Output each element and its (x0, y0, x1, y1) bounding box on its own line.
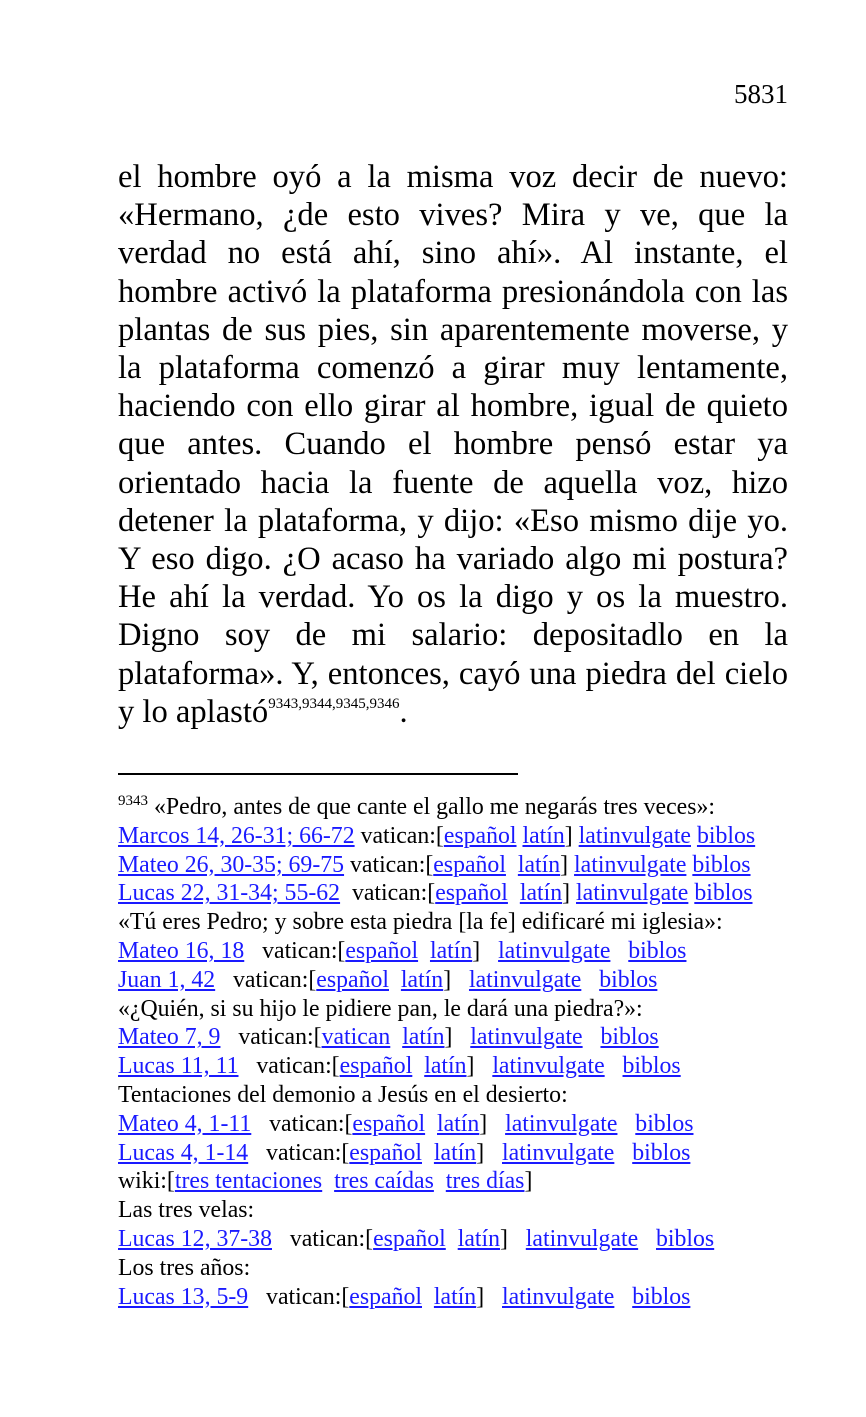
latinvulgate-link[interactable]: latinvulgate (525, 1225, 639, 1252)
vatican-prefix: vatican:[ (289, 1225, 374, 1252)
latin-link[interactable]: latín (424, 1053, 467, 1080)
reference-row: Mateo 7, 9 vatican:[vatican latín] latinvulgate biblos (118, 1024, 659, 1051)
wiki-row: wiki:[tres tentaciones tres caídas tres días] (118, 1168, 533, 1195)
vatican-prefix: vatican:[ (266, 1139, 350, 1166)
reference-row: Lucas 12, 37-38 vatican:[español latín] latinvulgate biblos (118, 1225, 715, 1252)
reference-row: Lucas 22, 31-34; 55-62 vatican:[español latín] latinvulgate biblos (118, 880, 753, 907)
latin-link[interactable]: latín (433, 1283, 477, 1310)
wiki-link-tres-dias[interactable]: tres días (445, 1168, 525, 1195)
spanish-link[interactable]: español (352, 1110, 426, 1137)
latinvulgate-link[interactable]: latinvulgate (470, 1024, 583, 1051)
biblos-link[interactable]: biblos (692, 851, 751, 878)
latinvulgate-link[interactable]: latinvulgate (502, 1283, 615, 1310)
bible-ref-link[interactable]: Juan 1, 42 (118, 966, 216, 993)
vatican-prefix: vatican:[ (262, 937, 346, 964)
spanish-link[interactable]: español (316, 966, 389, 993)
latin-link[interactable]: latín (517, 851, 561, 878)
body-paragraph (118, 158, 788, 731)
latin-link[interactable]: latín (457, 1225, 500, 1252)
reference-row: Mateo 16, 18 vatican:[español latín] latinvulgate biblos (118, 937, 687, 964)
reference-row: Lucas 13, 5-9 vatican:[español latín] latinvulgate biblos (118, 1283, 691, 1310)
footnote-heading: «¿Quién, si su hijo le pidiere pan, le dará una piedra?»: (118, 995, 643, 1022)
latin-link[interactable]: latín (400, 966, 444, 993)
bible-ref-link[interactable]: Lucas 12, 37-38 (118, 1225, 272, 1252)
vatican-prefix: vatican:[ (350, 851, 434, 878)
footnote-marker: 9343 (118, 793, 148, 809)
bible-ref-link[interactable]: Marcos 14, 26-31; 66-72 (118, 822, 355, 849)
body-end: . (399, 693, 408, 730)
vatican-prefix: vatican:[ (266, 1283, 350, 1310)
latinvulgate-link[interactable]: latinvulgate (576, 880, 689, 907)
spanish-link[interactable]: español (373, 1225, 446, 1252)
vatican-prefix: vatican:[ (269, 1110, 353, 1137)
latin-link[interactable]: latín (433, 1139, 477, 1166)
bible-ref-link[interactable]: Lucas 22, 31-34; 55-62 (118, 880, 341, 907)
vatican-prefix: vatican:[ (238, 1024, 322, 1051)
bible-ref-link[interactable]: Mateo 26, 30-35; 69-75 (118, 851, 345, 878)
spanish-link[interactable]: español (435, 880, 508, 907)
biblos-link[interactable]: biblos (656, 1225, 715, 1252)
latinvulgate-link[interactable]: latinvulgate (468, 966, 582, 993)
footnote-separator (118, 773, 518, 775)
spanish-link[interactable]: español (349, 1283, 422, 1310)
footnote-block (118, 793, 808, 1311)
reference-row: Mateo 4, 1-11 vatican:[español latín] latinvulgate biblos (118, 1110, 694, 1137)
biblos-link[interactable]: biblos (599, 966, 658, 993)
footnote-heading: $^{9343}$ «Pedro, antes de que cante el gallo me negarás tres veces»: (118, 793, 715, 820)
latinvulgate-link[interactable]: latinvulgate (578, 822, 691, 849)
reference-row: Juan 1, 42 vatican:[español latín] latinvulgate biblos (118, 966, 658, 993)
vatican-link[interactable]: vatican (321, 1024, 391, 1051)
reference-row: Lucas 4, 1-14 vatican:[español latín] latinvulgate biblos (118, 1139, 691, 1166)
bible-ref-link[interactable]: Mateo 7, 9 (118, 1024, 221, 1051)
wiki-link-tres-caidas[interactable]: tres caídas (334, 1168, 434, 1195)
latin-link[interactable]: latín (429, 937, 473, 964)
spanish-link[interactable]: español (339, 1053, 413, 1080)
reference-row: Mateo 26, 30-35; 69-75 vatican:[español latín] latinvulgate biblos (118, 851, 751, 878)
footnote-heading: Las tres velas: (118, 1197, 255, 1224)
biblos-link[interactable]: biblos (622, 1053, 681, 1080)
vatican-prefix: vatican:[ (256, 1053, 340, 1080)
biblos-link[interactable]: biblos (628, 937, 687, 964)
bible-ref-link[interactable]: Lucas 4, 1-14 (118, 1139, 249, 1166)
latin-link[interactable]: latín (522, 822, 565, 849)
latinvulgate-link[interactable]: latinvulgate (574, 851, 687, 878)
bible-ref-link[interactable]: Lucas 11, 11 (118, 1053, 239, 1080)
latinvulgate-link[interactable]: latinvulgate (498, 937, 611, 964)
wiki-link-tres-tentaciones[interactable]: tres tentaciones (174, 1168, 323, 1195)
footnote-heading: «Tú eres Pedro; y sobre esta piedra [la fe] edificaré mi iglesia»: (118, 909, 723, 936)
footnote-heading: Los tres años: (118, 1254, 251, 1281)
latinvulgate-link[interactable]: latinvulgate (502, 1139, 615, 1166)
footnote-reference[interactable]: 9343,9344,9345,9346 (268, 695, 400, 712)
footnote-heading: Tentaciones del demonio a Jesús en el desierto: (118, 1081, 568, 1108)
body-text: el hombre oyó a la misma voz decir de nuevo: «Hermano, ¿de esto vives? Mira y ve, que la verdad no está ahí, sino ahí». Al instante, el hombre activó la plataforma presionándola con las plantas de sus pies, sin aparentemente moverse, y la plataforma comenzó a girar muy lentamente, haciendo con ello girar al hombre, igual de quieto que antes. Cuando el hombre pensó estar ya orientado hacia la fuente de aquella voz, hizo detener la plataforma, y dijo: «Eso mismo dije yo. Y eso digo. ¿O acaso ha variado algo mi postura? He ahí la verdad. Yo os la digo y os la muestro. Digno soy de mi salario: depositadlo en la plataforma». Y, entonces, cayó una piedra del cielo y lo aplastó (118, 159, 788, 730)
biblos-link[interactable]: biblos (632, 1283, 691, 1310)
spanish-link[interactable]: español (433, 851, 506, 878)
bible-ref-link[interactable]: Mateo 16, 18 (118, 937, 245, 964)
vatican-prefix: vatican:[ (360, 822, 444, 849)
bible-ref-link[interactable]: Lucas 13, 5-9 (118, 1283, 249, 1310)
biblos-link[interactable]: biblos (696, 822, 756, 849)
biblos-link[interactable]: biblos (632, 1139, 691, 1166)
page-number: 5831 (734, 79, 788, 109)
biblos-link[interactable]: biblos (635, 1110, 694, 1137)
reference-row: Marcos 14, 26-31; 66-72 vatican:[español latín] latinvulgate biblos (118, 822, 756, 849)
vatican-prefix: vatican:[ (233, 966, 317, 993)
spanish-link[interactable]: español (349, 1139, 422, 1166)
bible-ref-link[interactable]: Mateo 4, 1-11 (118, 1110, 252, 1137)
latin-link[interactable]: latín (519, 880, 563, 907)
latinvulgate-link[interactable]: latinvulgate (492, 1053, 605, 1080)
spanish-link[interactable]: español (443, 822, 517, 849)
wiki-prefix: wiki:[ (118, 1168, 175, 1195)
biblos-link[interactable]: biblos (694, 880, 753, 907)
latinvulgate-link[interactable]: latinvulgate (505, 1110, 618, 1137)
latin-link[interactable]: latín (437, 1110, 480, 1137)
reference-row: Lucas 11, 11 vatican:[español latín] latinvulgate biblos (118, 1053, 681, 1080)
vatican-prefix: vatican:[ (351, 880, 436, 907)
biblos-link[interactable]: biblos (600, 1024, 659, 1051)
latin-link[interactable]: latín (402, 1024, 445, 1051)
spanish-link[interactable]: español (345, 937, 419, 964)
